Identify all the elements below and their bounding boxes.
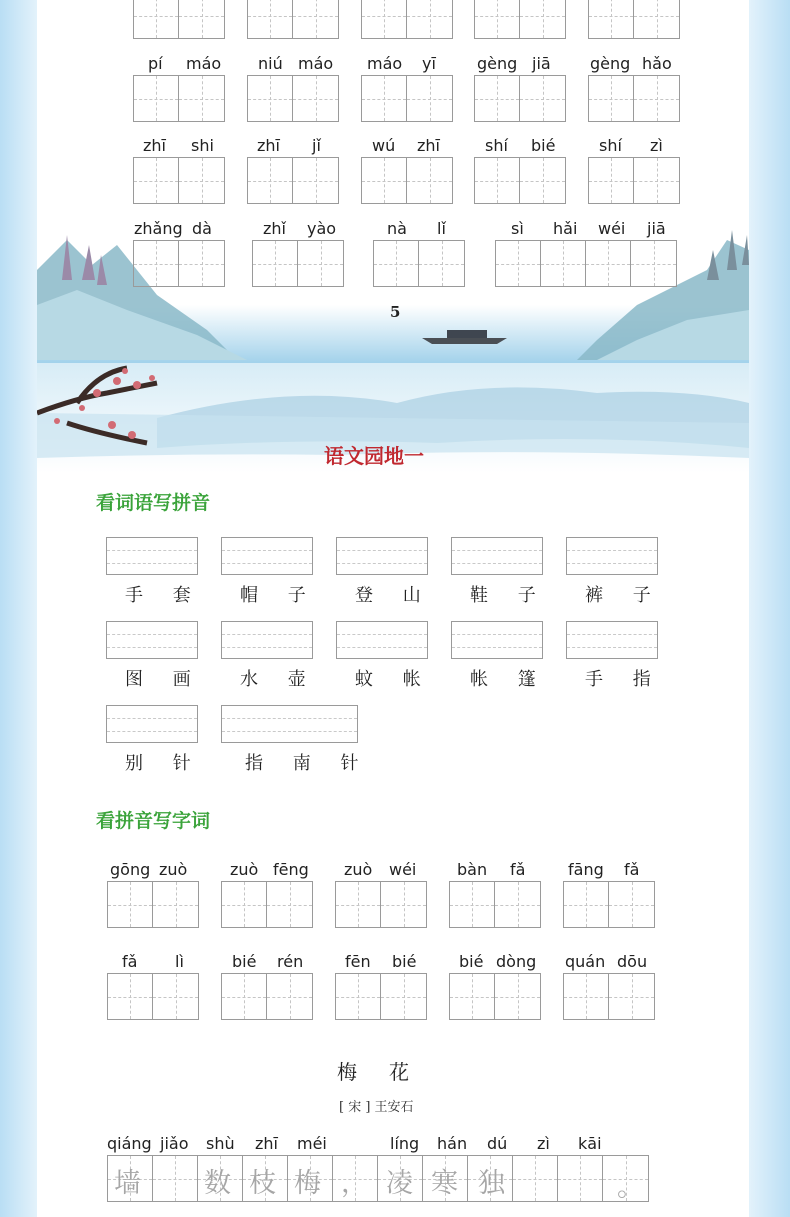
left-border-strip — [0, 0, 37, 1217]
trace-char: 独 — [478, 1168, 505, 1199]
writing-grid[interactable] — [588, 157, 680, 204]
word: 帽 子 — [240, 585, 318, 606]
writing-grid[interactable] — [252, 240, 344, 287]
pinyin: fēn — [345, 952, 371, 971]
word: 图 画 — [125, 669, 203, 690]
pinyin: gèng — [590, 54, 631, 73]
pinyin-writing-lines[interactable] — [106, 621, 198, 659]
pinyin: fēng — [273, 860, 309, 879]
pinyin: bié — [459, 952, 484, 971]
writing-grid[interactable] — [133, 0, 225, 39]
writing-grid[interactable] — [133, 240, 225, 287]
writing-grid[interactable] — [133, 75, 225, 122]
pinyin: quán — [565, 952, 606, 971]
word: 登 山 — [355, 585, 433, 606]
word: 裤 子 — [585, 585, 663, 606]
pinyin: zuò — [230, 860, 259, 879]
writing-grid[interactable] — [107, 881, 199, 928]
word: 蚊 帐 — [355, 669, 433, 690]
writing-grid[interactable] — [563, 881, 655, 928]
pinyin: rén — [277, 952, 304, 971]
pinyin: bàn — [457, 860, 488, 879]
pinyin-writing-lines[interactable] — [566, 537, 658, 575]
writing-grid[interactable] — [588, 0, 680, 39]
pinyin: fāng — [568, 860, 604, 879]
pinyin: lì — [175, 952, 184, 971]
pinyin: hǎi — [553, 219, 578, 238]
section-title-write-characters: 看拼音写字词 — [96, 810, 211, 832]
pinyin: máo — [367, 54, 403, 73]
pinyin-writing-lines[interactable] — [221, 537, 313, 575]
writing-grid[interactable] — [361, 0, 453, 39]
writing-grid[interactable] — [133, 157, 225, 204]
pinyin: zhǎng — [134, 219, 183, 238]
writing-grid[interactable] — [449, 973, 541, 1020]
pinyin: lǐ — [437, 219, 446, 238]
pinyin: jiā — [532, 54, 551, 73]
trace-char: 凌 — [386, 1168, 413, 1199]
pinyin-writing-lines[interactable] — [221, 705, 358, 743]
word: 鞋 子 — [470, 585, 548, 606]
writing-grid[interactable] — [474, 157, 566, 204]
pinyin: shù — [206, 1134, 235, 1153]
pinyin: zì — [537, 1134, 550, 1153]
pinyin: máo — [298, 54, 334, 73]
writing-grid[interactable] — [563, 973, 655, 1020]
pinyin: yào — [307, 219, 337, 238]
pinyin-writing-lines[interactable] — [336, 537, 428, 575]
trace-char: 梅 — [294, 1168, 321, 1199]
pinyin: bié — [232, 952, 257, 971]
pinyin: bié — [392, 952, 417, 971]
garden-title: 语文园地一 — [324, 444, 424, 468]
pinyin: jǐ — [312, 136, 321, 155]
writing-grid[interactable] — [474, 0, 566, 39]
pinyin: máo — [186, 54, 222, 73]
pinyin: fǎ — [510, 860, 526, 879]
pinyin: wú — [372, 136, 396, 155]
right-border-strip — [749, 0, 790, 1217]
writing-grid[interactable] — [361, 157, 453, 204]
pinyin-writing-lines[interactable] — [106, 705, 198, 743]
pinyin-writing-lines[interactable] — [566, 621, 658, 659]
pinyin: wéi — [598, 219, 626, 238]
word: 帐 篷 — [470, 669, 548, 690]
pinyin: niú — [258, 54, 283, 73]
pinyin: kāi — [578, 1134, 602, 1153]
writing-grid[interactable] — [247, 0, 339, 39]
pinyin: shí — [599, 136, 622, 155]
poem-title: 梅花 — [337, 1060, 441, 1084]
section-title-write-pinyin: 看词语写拼音 — [96, 492, 211, 514]
pinyin: jiā — [647, 219, 666, 238]
pinyin-writing-lines[interactable] — [451, 621, 543, 659]
writing-grid[interactable] — [247, 157, 339, 204]
pinyin: gèng — [477, 54, 518, 73]
writing-grid[interactable] — [107, 973, 199, 1020]
pinyin: dòng — [496, 952, 537, 971]
pinyin: zhī — [255, 1134, 278, 1153]
trace-char: 枝 — [249, 1168, 276, 1199]
pinyin: zì — [650, 136, 663, 155]
writing-grid[interactable] — [221, 881, 313, 928]
pinyin: zhī — [417, 136, 440, 155]
pinyin: jiǎo — [160, 1134, 189, 1153]
writing-grid[interactable] — [495, 240, 677, 287]
pinyin: gōng — [110, 860, 151, 879]
pinyin: nà — [387, 219, 407, 238]
writing-grid[interactable] — [474, 75, 566, 122]
writing-grid[interactable] — [335, 881, 427, 928]
pinyin: qiáng — [107, 1134, 152, 1153]
page-number: 5 — [390, 303, 401, 321]
pinyin: pí — [148, 54, 163, 73]
pinyin: dōu — [617, 952, 648, 971]
writing-grid[interactable] — [361, 75, 453, 122]
trace-char: 。 — [617, 1172, 644, 1203]
pinyin: zhī — [257, 136, 280, 155]
word: 手 指 — [585, 669, 663, 690]
word: 别 针 — [125, 753, 203, 774]
trace-char: ， — [341, 1168, 368, 1199]
pinyin: líng — [390, 1134, 420, 1153]
pinyin: dà — [192, 219, 212, 238]
pinyin: shí — [485, 136, 508, 155]
pinyin-writing-lines[interactable] — [451, 537, 543, 575]
pinyin: hán — [437, 1134, 468, 1153]
pinyin-writing-lines[interactable] — [106, 537, 198, 575]
trace-char: 寒 — [431, 1168, 458, 1199]
word: 手 套 — [125, 585, 203, 606]
pinyin: zhī — [143, 136, 166, 155]
trace-char: 墙 — [114, 1168, 141, 1199]
writing-grid[interactable] — [221, 973, 313, 1020]
pinyin: bié — [531, 136, 556, 155]
pinyin: méi — [297, 1134, 327, 1153]
pinyin-writing-lines[interactable] — [336, 621, 428, 659]
word: 指 南 针 — [245, 753, 371, 774]
pinyin: zuò — [344, 860, 373, 879]
writing-grid[interactable] — [335, 973, 427, 1020]
writing-grid[interactable] — [588, 75, 680, 122]
pinyin: sì — [511, 219, 524, 238]
pinyin: hǎo — [642, 54, 672, 73]
pinyin-writing-lines[interactable] — [221, 621, 313, 659]
pinyin: shi — [191, 136, 214, 155]
writing-grid[interactable] — [449, 881, 541, 928]
worksheet-page — [37, 0, 749, 1217]
writing-grid[interactable] — [373, 240, 465, 287]
poem-writing-grid[interactable] — [107, 1155, 649, 1202]
pinyin: fǎ — [624, 860, 640, 879]
pinyin: yī — [422, 54, 436, 73]
word: 水 壶 — [240, 669, 318, 690]
pinyin: zhǐ — [263, 219, 286, 238]
poem-author: [ 宋 ] 王安石 — [339, 1100, 414, 1115]
writing-grid[interactable] — [247, 75, 339, 122]
pinyin: zuò — [159, 860, 188, 879]
pinyin: wéi — [389, 860, 417, 879]
pinyin: fǎ — [122, 952, 138, 971]
trace-char: 数 — [204, 1168, 231, 1199]
pinyin: dú — [487, 1134, 508, 1153]
